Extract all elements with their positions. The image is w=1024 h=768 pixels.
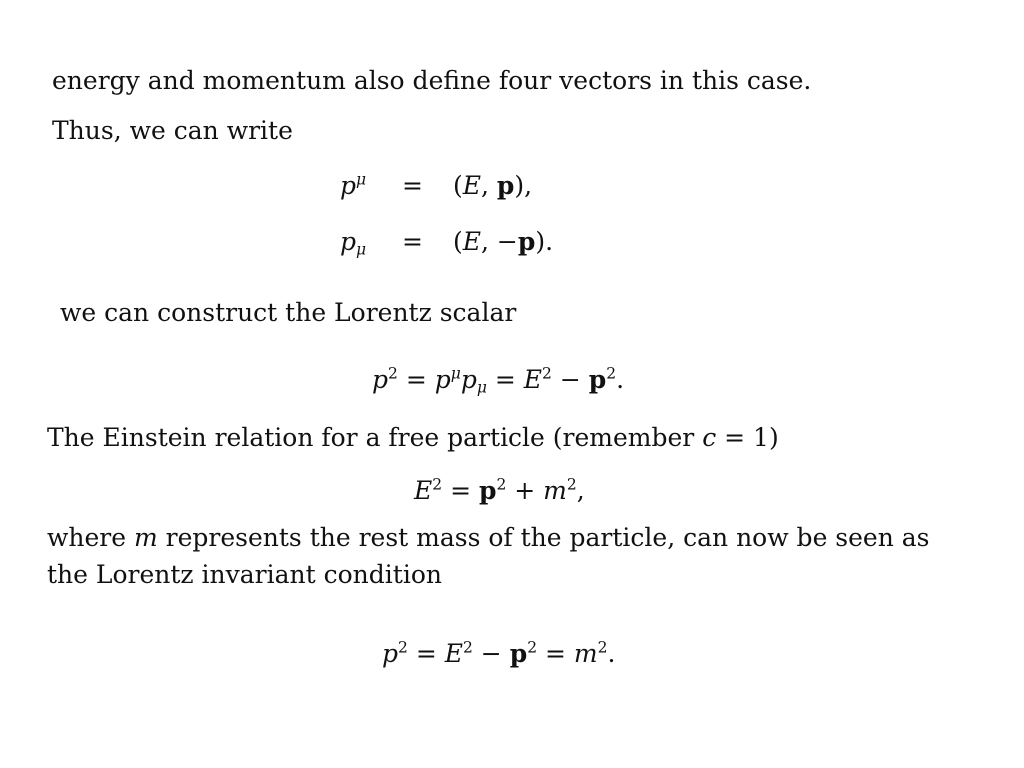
scalar-period: . bbox=[616, 365, 625, 394]
equation-einstein bbox=[414, 475, 585, 505]
scalar-equals-1: = bbox=[397, 365, 435, 394]
invariant-p-vector: p bbox=[509, 639, 528, 668]
einstein-c: c bbox=[702, 423, 717, 452]
text-line-energy-momentum: energy and momentum also define four vectors in this case. bbox=[52, 66, 812, 95]
invariant-p-exponent: 2 bbox=[398, 638, 408, 657]
einstein-equals: = bbox=[442, 476, 479, 505]
invariant-equals-2: = bbox=[537, 639, 574, 668]
einstein-m-exponent: 2 bbox=[566, 475, 577, 494]
scalar-E: E bbox=[523, 365, 543, 394]
text-line-einstein-relation bbox=[47, 425, 779, 450]
invariant-period: . bbox=[607, 639, 616, 668]
invariant-E: E bbox=[444, 639, 463, 668]
eq1-lhs-p: p bbox=[340, 171, 357, 200]
text-line-rest-mass bbox=[47, 525, 930, 550]
invariant-m-exponent: 2 bbox=[597, 638, 608, 657]
scalar-p-vector: p bbox=[588, 365, 607, 394]
einstein-E: E bbox=[414, 476, 433, 505]
scalar-p-upper: p bbox=[434, 365, 451, 394]
einstein-text: The Einstein relation for a free particle (remember bbox=[47, 423, 703, 452]
eq2-close: ). bbox=[535, 227, 554, 256]
scalar-p-exponent: 2 bbox=[388, 364, 398, 383]
invariant-p: p bbox=[382, 639, 399, 668]
scalar-p-lower: p bbox=[460, 365, 477, 394]
scalar-equals-2: = bbox=[486, 365, 524, 394]
scalar-p-vector-exponent: 2 bbox=[606, 364, 617, 383]
text-line-thus: Thus, we can write bbox=[52, 116, 293, 145]
invariant-equals-1: = bbox=[407, 639, 445, 668]
einstein-p-exponent: 2 bbox=[496, 475, 507, 494]
eq2-lhs-index: μ bbox=[356, 240, 367, 259]
eq1-E: E bbox=[462, 171, 482, 200]
eq1-open: ( bbox=[453, 171, 463, 200]
eq2-sep: , − bbox=[481, 227, 518, 256]
einstein-plus: + bbox=[506, 476, 544, 505]
rest-mass-m: m bbox=[134, 523, 158, 552]
eq1-sep: , bbox=[481, 171, 497, 200]
invariant-p-vector-exponent: 2 bbox=[527, 638, 538, 657]
eq2-p-vector: p bbox=[517, 227, 536, 256]
eq2-lhs-p: p bbox=[340, 227, 357, 256]
einstein-p-vector: p bbox=[478, 476, 497, 505]
invariant-m: m bbox=[573, 639, 598, 668]
eq2-open: ( bbox=[453, 227, 463, 256]
eq2-E: E bbox=[462, 227, 482, 256]
invariant-minus: − bbox=[472, 639, 510, 668]
einstein-comma: , bbox=[576, 476, 585, 505]
rest-mass-post: represents the rest mass of the particle, can now be seen as bbox=[157, 523, 930, 552]
einstein-E-exponent: 2 bbox=[432, 475, 443, 494]
invariant-E-exponent: 2 bbox=[462, 638, 473, 657]
eq1-equals: = bbox=[402, 171, 423, 200]
equation-invariant-condition bbox=[382, 638, 616, 668]
eq1-close: ), bbox=[514, 171, 533, 200]
eq1-lhs-index: μ bbox=[356, 170, 367, 189]
scalar-mu-lower: μ bbox=[476, 378, 487, 397]
scalar-E-exponent: 2 bbox=[542, 364, 552, 383]
scalar-minus: − bbox=[551, 365, 589, 394]
rest-mass-pre: where bbox=[47, 523, 134, 552]
scalar-mu-upper: μ bbox=[450, 364, 461, 383]
eq2-equals: = bbox=[402, 227, 423, 256]
einstein-m: m bbox=[543, 476, 567, 505]
einstein-c-equals: = 1) bbox=[716, 423, 779, 452]
eq1-p-vector: p bbox=[496, 171, 515, 200]
scalar-p: p bbox=[372, 365, 389, 394]
equation-lorentz-scalar bbox=[372, 364, 625, 397]
text-line-invariant-condition: the Lorentz invariant condition bbox=[47, 560, 442, 589]
text-line-construct-scalar: we can construct the Lorentz scalar bbox=[60, 298, 517, 327]
